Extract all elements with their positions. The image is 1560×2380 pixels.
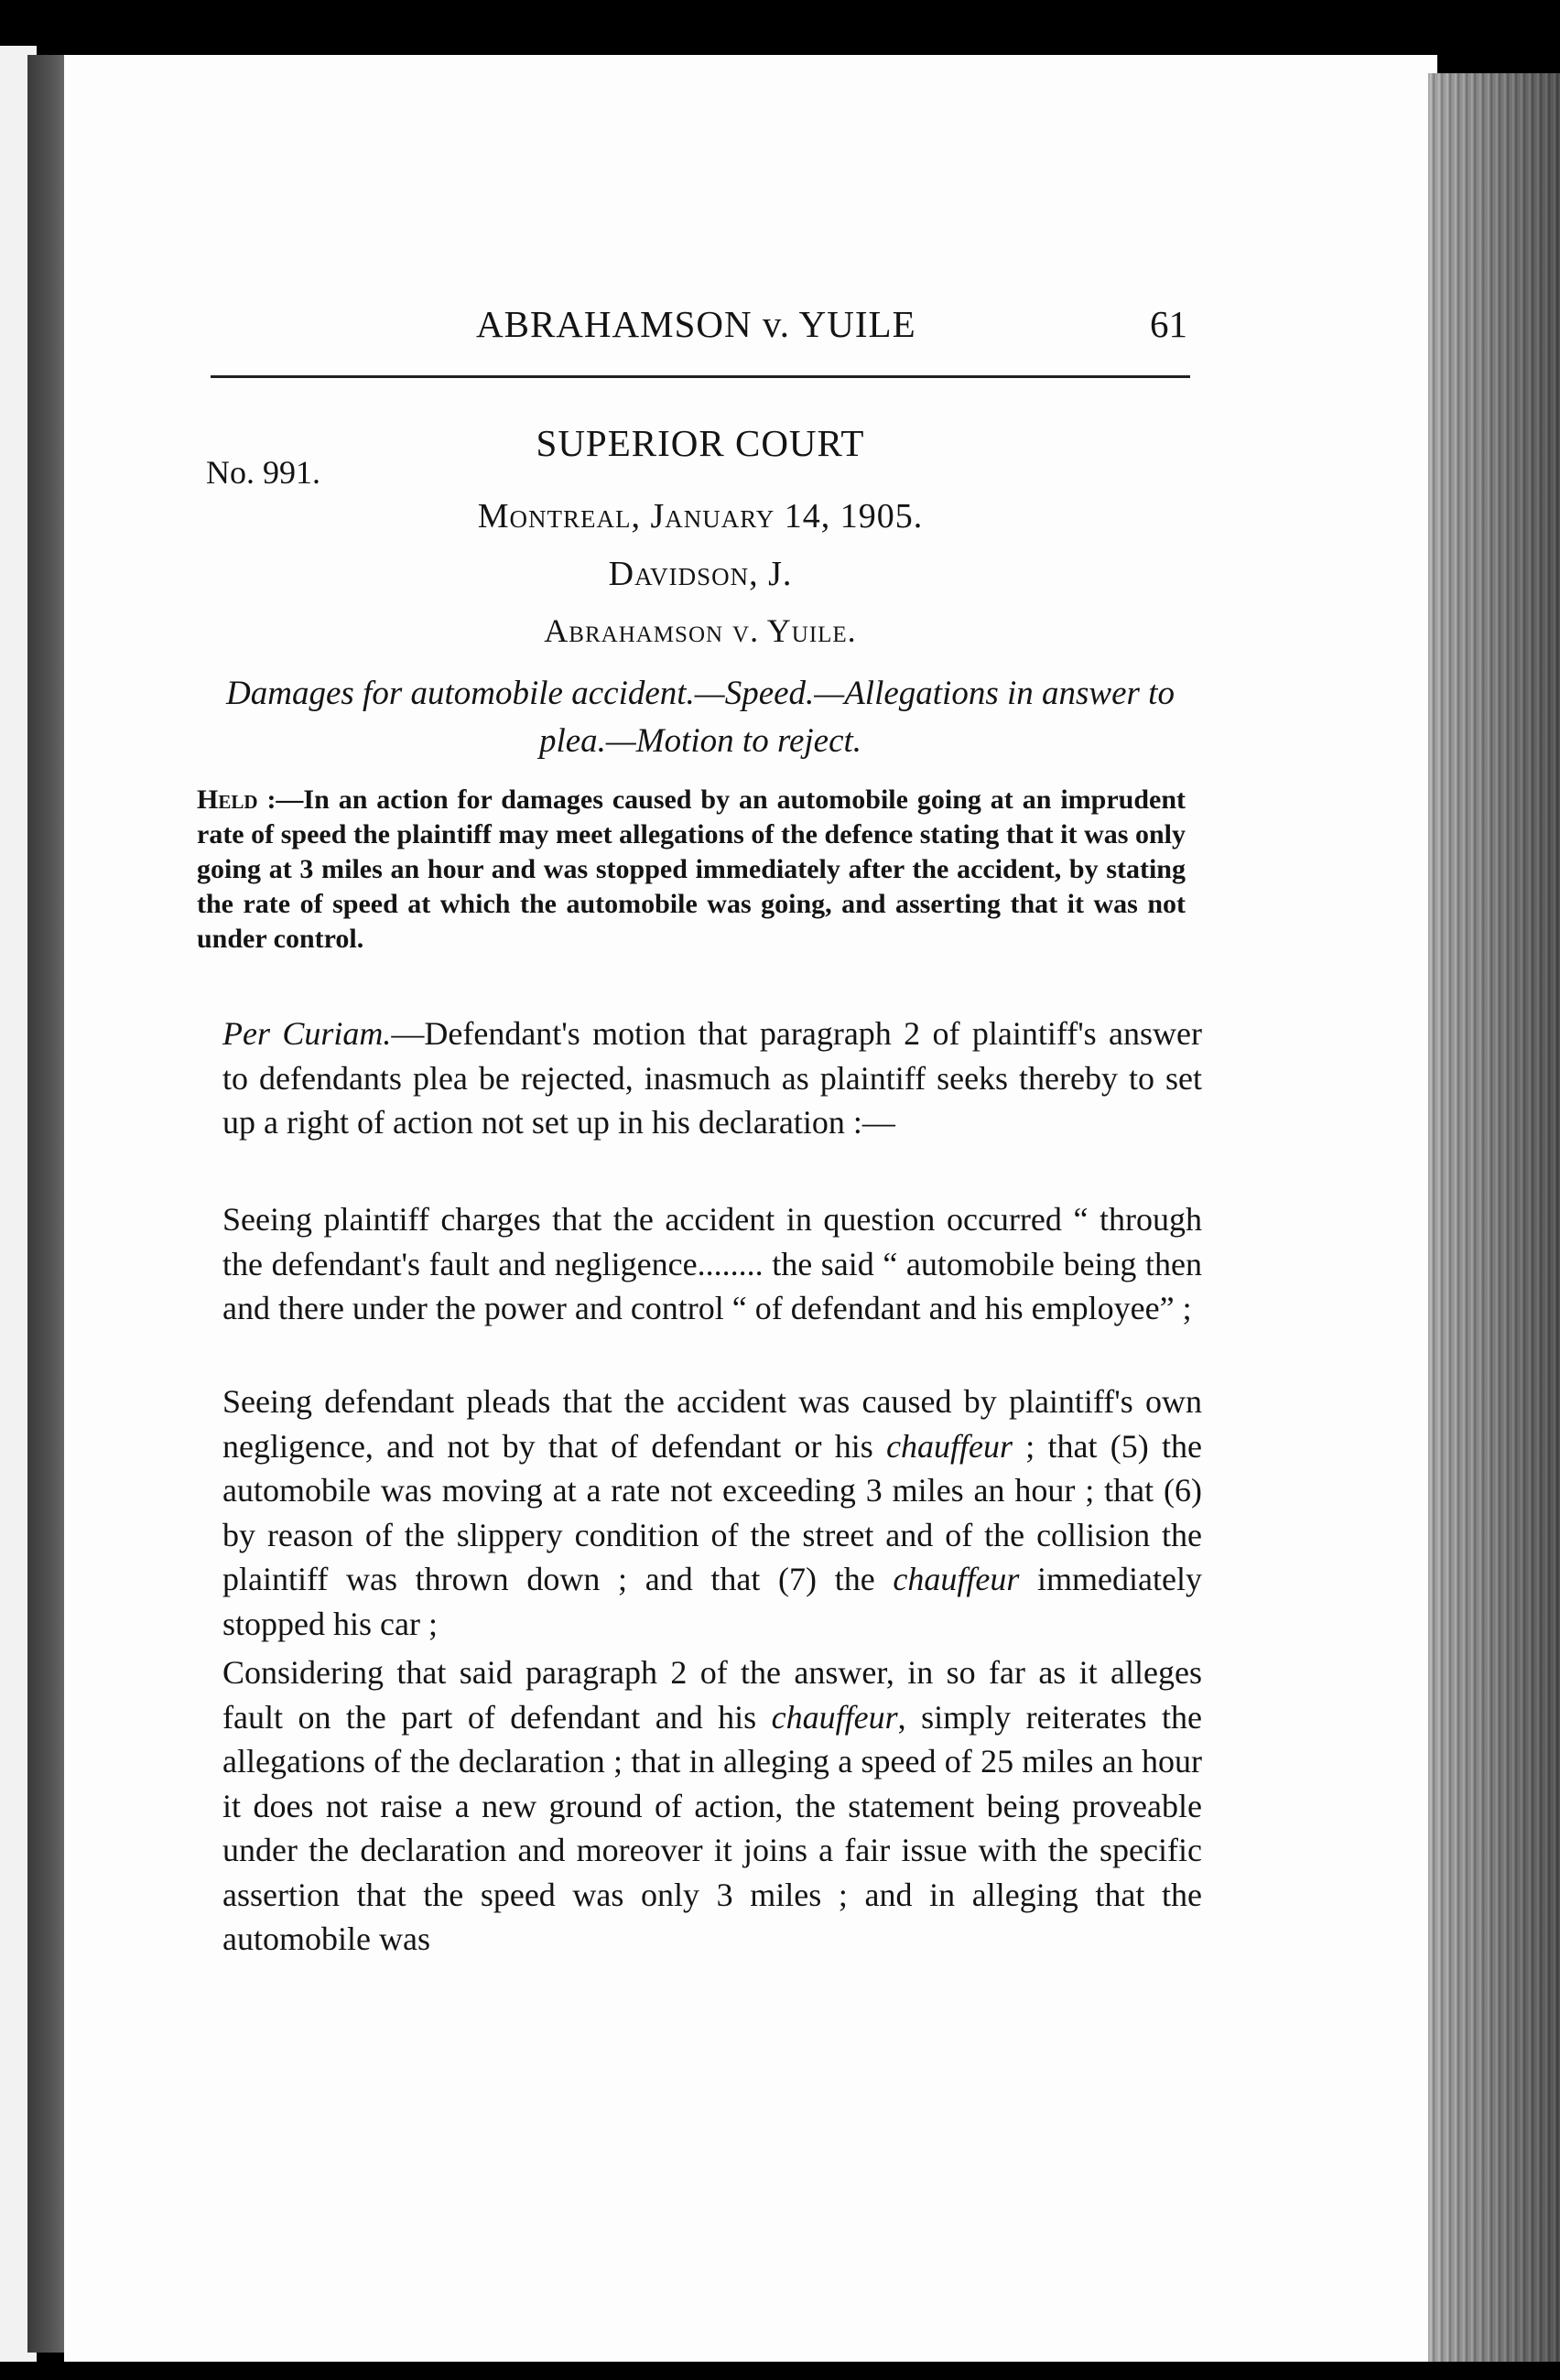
judge-name: Davidson, J. (608, 555, 793, 593)
p3-text-b: ; that (5) the automobile was moving at a rate not exceeding 3 miles an hour ; that (6) by reason of the slippery condition of the street and of the collision the plaintiff was thrown down ; and that (7) the (222, 1427, 1202, 1597)
case-parties: Abrahamson v. Yuile. (544, 612, 857, 649)
p3-chauffeur-1: chauffeur (886, 1427, 1013, 1465)
held-label: Held (197, 784, 258, 815)
held-summary (197, 783, 1186, 957)
paragraph-seeing-defendant (222, 1379, 1202, 1646)
p1-text: —Defendant's motion that paragraph 2 of plaintiff's answer to defendants plea be rejected, inasmuch as plaintiff seeks thereby to set up a right of action not set up in his declaration :— (222, 1015, 1203, 1141)
p2-text: Seeing plaintiff charges that the accident in question occurred “ through the defendant's fault and negligence........ the said “ automobile being then and there under the power and control “ of defendant and his employee” ; (222, 1201, 1202, 1326)
case-subject: Damages for automobile accident.—Speed.—Allegations in answer to plea.—Motion to reject. (226, 675, 1175, 760)
paragraph-seeing-plaintiff (222, 1197, 1202, 1331)
place-date: Montreal, January 14, 1905. (477, 497, 924, 536)
page-stack-edges (1428, 73, 1560, 2362)
paragraph-considering (222, 1650, 1202, 1962)
court-name: SUPERIOR COURT (536, 422, 865, 464)
p3-chauffeur-2: chauffeur (893, 1561, 1020, 1597)
p4-text-a: Considering that said paragraph 2 of the answer, in so far as it alleges fault on the part of defendant and his (222, 1654, 1202, 1736)
running-title: ABRAHAMSON v. YUILE (476, 303, 916, 345)
per-curiam-lead: Per Curiam. (222, 1015, 392, 1052)
held-text: :—In an action for damages caused by an automobile going at an imprudent rate of speed the plaintiff may meet allegations of the defence stating that it was only going at 3 miles an hour and was stopped immediately after the accident, by stating the rate of speed at which the automobile was going, and asserting that it was not under control. (197, 784, 1186, 954)
book-spine-shadow (27, 55, 69, 2353)
p4-text-b: , simply reiterates the allegations of the declaration ; that in alleging a speed of 25 miles an hour it does not raise a new ground of action, the statement being proveable under the declaration and moreover it joins a fair issue with the specific assertion that the speed was only 3 miles ; and in alleging that the automobile was (222, 1698, 1202, 1957)
header-rule (211, 375, 1190, 378)
p4-chauffeur: chauffeur (771, 1698, 898, 1736)
case-number: No. 991. (206, 454, 320, 491)
p3-text-a: Seeing defendant pleads that the accident was caused by plaintiff's own negligence, and not by that of defendant or his (222, 1383, 1202, 1465)
page-number: 61 (1150, 303, 1187, 345)
paragraph-per-curiam (222, 1012, 1202, 1145)
p3-text-c: immediately stopped his car ; (222, 1561, 1202, 1642)
